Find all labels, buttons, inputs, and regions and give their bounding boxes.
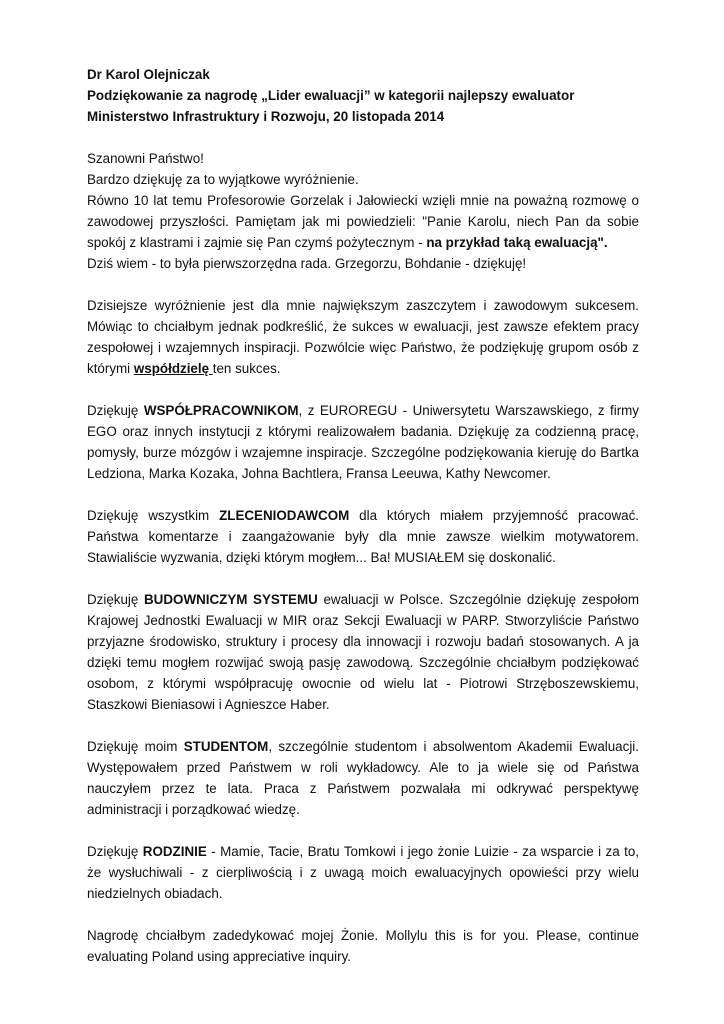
- paragraph-story: [87, 190, 639, 253]
- paragraph-students: [87, 736, 639, 820]
- p2-text-a: Dzisiejsze wyróżnienie jest dla mnie największym zaszczytem i zawodowym sukcesem. Mówiąc to chciałbym jednak podkreślić, że sukces w ewaluacji, jest zawsze efektem pracy zespołowej i wzajemnych inspiracji. Pozwólcie więc Państwo, że podziękuję grupom osób z którymi: [87, 298, 639, 376]
- p3-emphasis: WSPÓŁPRACOWNIKOM: [143, 403, 299, 418]
- p5-emphasis: BUDOWNICZYM SYSTEMU: [144, 592, 318, 607]
- paragraph-dedication: Nagrodę chciałbym zadedykować mojej Żonie. Mollylu this is for you. Please, continue evaluating Poland using appreciative inquiry.: [87, 928, 639, 964]
- p5-text-b: ewaluacji w Polsce. Szczególnie dziękuję zespołom Krajowej Jednostki Ewaluacji w MIR oraz Sekcji Ewaluacji w PARP. Stworzyliście Państwo przyjazne środowisko, struktury i procesy dla innowacji i rozwoju badań stosowanych. A ja dzięki temu mogłem rozwijać swoją pasję zawodową. Szczególnie chciałbym podziękować osobom, z którymi współpracuję owocnie od wielu lat - Piotrowi Strzęboszewskiemu, Staszkowi Bieniasowi i Agnieszce Haber.: [87, 592, 640, 712]
- greeting: Szanowni Państwo!: [87, 151, 204, 166]
- story-text: Równo 10 lat temu Profesorowie Gorzelak i Jałowiecki wzięli mnie na poważną rozmowę o zawodowej przyszłości. Pamiętam jak mi powiedzieli: "Panie Karolu, niech Pan da sobie spokój z klastrami i zajmie się Pan czymś pożytecznym -: [87, 193, 639, 250]
- p7-emphasis: RODZINIE: [142, 844, 207, 859]
- paragraph-success: [87, 295, 639, 379]
- p5-text-a: Dziękuję: [87, 592, 145, 607]
- closing-line: Dziś wiem - to była pierwszorzędna rada. Grzegorzu, Bohdanie - dziękuję!: [87, 256, 527, 271]
- story-bold: na przykład taką ewaluacją".: [426, 235, 608, 250]
- p7-text-a: Dziękuję: [87, 844, 143, 859]
- p4-text-a: Dziękuję wszystkim: [87, 508, 220, 523]
- p3-text-a: Dziękuję: [87, 403, 144, 418]
- p4-text-b: dla których miałem przyjemność pracować. Państwa komentarze i zaangażowanie były dla mnie zawsze wielkim motywatorem. Stawialiście wyzwania, dzięki którym mogłem... Ba! MUSIAŁEM się doskonalić.: [87, 508, 639, 565]
- author-line: Dr Karol Olejniczak: [87, 67, 210, 82]
- paragraph-family: [87, 841, 639, 904]
- p2-emphasis: współdzielę: [133, 361, 213, 376]
- p6-text-a: Dziękuję moim: [87, 739, 184, 754]
- paragraph-clients: [87, 505, 639, 568]
- venue-line: Ministerstwo Infrastruktury i Rozwoju, 20 listopada 2014: [87, 109, 445, 124]
- thanks-line: Bardzo dziękuję za to wyjątkowe wyróżnienie.: [87, 172, 359, 187]
- paragraph-system-builders: [87, 589, 639, 715]
- title-line: Podziękowanie za nagrodę „Lider ewaluacji” w kategorii najlepszy ewaluator: [87, 88, 575, 103]
- p6-emphasis: STUDENTOM: [183, 739, 269, 754]
- p2-text-b: ten sukces.: [212, 361, 281, 376]
- p7-text-b: - Mamie, Tacie, Bratu Tomkowi i jego żonie Luizie - za wsparcie i za to, że wysłuchiwali - z cierpliwością i z uwagą moich ewaluacyjnych opowieści przy wielu niedzielnych obiadach.: [87, 844, 640, 901]
- paragraph-coworkers: [87, 400, 639, 484]
- p4-emphasis: ZLECENIODAWCOM: [219, 508, 350, 523]
- p3-text-b: , z EUROREGU - Uniwersytetu Warszawskiego, z firmy EGO oraz innych instytucji z którymi realizowałem badania. Dziękuję za codzienną pracę, pomysły, burze mózgów i wzajemne inspiracje. Szczególne podziękowania kieruję do Bartka Ledziona, Marka Kozaka, Johna Bachtlera, Fransa Leeuwa, Kathy Newcomer.: [87, 403, 640, 481]
- p6-text-b: , szczególnie studentom i absolwentom Akademii Ewaluacji. Występowałem przed Państwem w roli wykładowcy. Ale to ja wiele się od Państwa nauczyłem przez te lata. Praca z Państwem pozwalała mi odkrywać perspektywę administracji i porządkować wiedzę.: [87, 739, 639, 817]
